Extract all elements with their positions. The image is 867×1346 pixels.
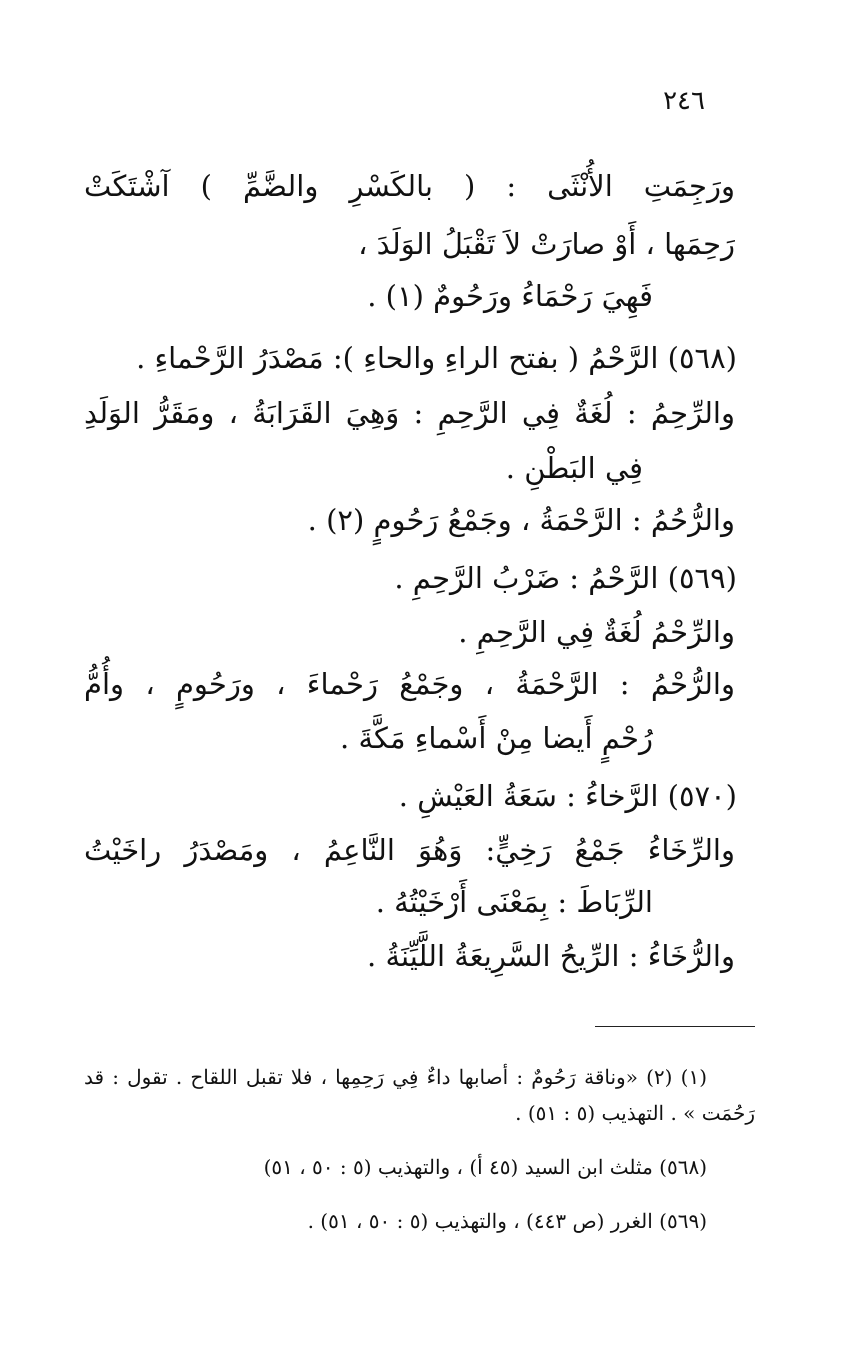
text-line-5: والرِّحِمُ : لُغَةٌ فِي الرَّحِمِ : وَهِيَ القَرَابَةُ ، ومَقَرُّ الوَلَدِ [84,396,735,430]
entry-568-line: (٥٦٨) الرَّحْمُ ( بفتح الراءِ والحاءِ ): مَصْدَرُ الرَّحْماءِ . [136,341,737,375]
footnote-568: (٥٦٨) مثلث ابن السيد (٤٥ أ) ، والتهذيب (٥ : ٥٠ ، ٥١) [263,1155,707,1179]
footnote-1-line-2: رَحُمَت » . التهذيب (٥ : ٥١) . [515,1101,755,1125]
text-line-11: رُحْمٍ أَيضا مِنْ أَسْماءِ مَكَّةَ . [340,721,653,755]
text-line-9: والرِّحْمُ لُغَةٌ فِي الرَّحِمِ . [458,615,735,649]
page-number: ٢٤٦ [663,86,705,116]
text-line-6: فِي البَطْنِ . [505,451,643,485]
entry-569-line: (٥٦٩) الرَّحْمُ : ضَرْبُ الرَّحِمِ . [394,561,737,595]
footnote-1-line-1: (١) (٢) «وناقة رَحُومٌ : أصابها داءٌ فِي رَحِمِها ، فلا تقبل اللقاح . تقول : قد [84,1065,707,1089]
footnote-divider [595,1026,755,1027]
text-line-14: الرِّبَاطَ : بِمَعْنَى أَرْخَيْتُهُ . [375,885,653,919]
text-line-7: والرُّحُمُ : الرَّحْمَةُ ، وجَمْعُ رَحُومٍ (٢) . [307,503,735,537]
text-line-13: والرِّخَاءُ جَمْعُ رَخِيٍّ: وَهُوَ النَّاعِمُ ، ومَصْدَرُ راخَيْتُ [84,833,735,867]
text-line-10: والرُّحْمُ : الرَّحْمَةُ ، وجَمْعُ رَحْماءَ ، ورَحُومٍ ، وأُمُّ [84,667,735,701]
text-line-3: فَهِيَ رَحْمَاءُ ورَحُومٌ (١) . [367,279,653,313]
footnote-569: (٥٦٩) الغرر (ص ٤٤٣) ، والتهذيب (٥ : ٥٠ ، ٥١) . [307,1209,707,1233]
text-line-15: والرُّخَاءُ : الرِّيحُ السَّرِيعَةُ اللَّيِّنَةُ . [367,939,735,973]
entry-570-line: (٥٧٠) الرَّخاءُ : سَعَةُ العَيْشِ . [398,779,737,813]
text-line-2: رَحِمَها ، أَوْ صارَتْ لاَ تَقْبَلُ الوَلَدَ ، [358,227,735,261]
text-line-1: ورَجِمَتِ الأُنْثَى : ( بالكَسْرِ والضَّمِّ ) آشْتَكَتْ [84,169,735,203]
